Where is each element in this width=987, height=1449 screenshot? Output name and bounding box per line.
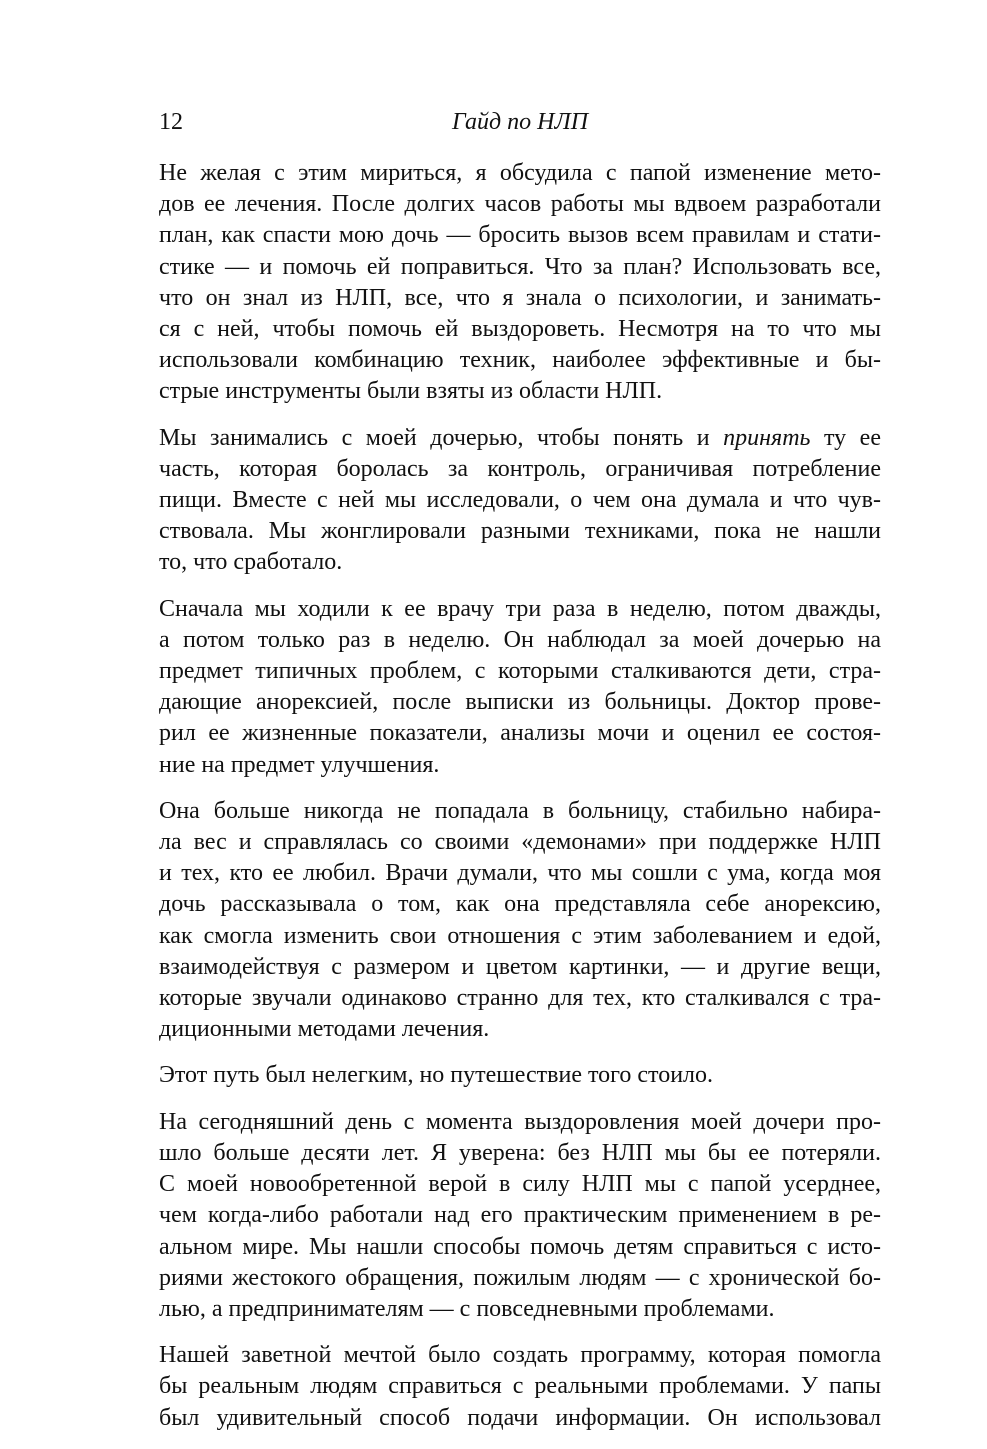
text-line: дов ее лечения. После долгих часов работы мы вдвоем разработали [159,191,881,218]
page-number: 12 [159,109,183,135]
page-header [159,106,881,138]
text-line: рил ее жизненные показатели, анализы мочи и оценил ее состоя- [159,720,881,747]
text-line: риями жестокого обращения, пожилым людям — с хронической бо- [159,1264,881,1291]
text-line: С моей новообретенной верой в силу НЛП мы с папой усерднее, [159,1171,881,1198]
text-line: альном мире. Мы нашли способы помочь детям справиться с исто- [159,1233,881,1260]
text-line: использовали комбинацию техник, наиболее эффективные и бы- [159,347,881,374]
text-line: которые звучали одинаково странно для тех, кто сталкивался с тра- [159,985,881,1012]
text-line: ствовала. Мы жонглировали разными техниками, пока не нашли [159,518,881,545]
text-line: пищи. Вместе с ней мы исследовали, о чем она думала и что чув- [159,487,881,514]
text-line: стрые инструменты были взяты из области НЛП. [159,378,663,405]
text-line: план, как спасти мою дочь — бросить вызов всем правилам и стати- [159,222,881,249]
paragraph-6 [159,1107,881,1325]
text-run: Мы занимались с моей дочерью, чтобы понять и [159,424,724,451]
text-line: то, что сработало. [159,549,343,576]
paragraph-4 [159,796,881,1046]
paragraph-1 [159,158,881,408]
text-line: Она больше никогда не попадала в больницу, стабильно набира- [159,797,881,824]
text-line: предмет типичных проблем, с которыми сталкиваются дети, стра- [159,658,881,685]
paragraph-5 [159,1060,881,1091]
text-line: а потом только раз в неделю. Он наблюдал за моей дочерью на [159,626,881,653]
text-line: стике — и помочь ей поправиться. Что за план? Использовать все, [159,253,881,280]
text-line: Сначала мы ходили к ее врачу три раза в неделю, потом дважды, [159,595,881,622]
text-run: ту ее [810,424,881,451]
text-line: и тех, кто ее любил. Врачи думали, что мы сошли с ума, когда моя [159,860,881,887]
text-line: Не желая с этим мириться, я обсудила с папой изменение мето- [159,160,881,186]
paragraph-7 [159,1340,881,1434]
paragraph-3 [159,594,881,781]
running-title: Гайд по НЛП [451,109,589,135]
text-line: Нашей заветной мечтой было создать программу, которая помогла [159,1342,881,1369]
paragraph-2 [159,423,881,579]
text-line: взаимодействуя с размером и цветом картинки, — и другие вещи, [159,953,881,980]
text-line: дающие анорексией, после выписки из больницы. Доктор прове- [159,689,881,716]
text-line: диционными методами лечения. [159,1016,490,1043]
text-line: как смогла изменить свои отношения с этим заболеванием и едой, [159,922,881,949]
text-line: чем когда-либо работали над его практическим применением в ре- [159,1202,881,1229]
text-line: что он знал из НЛП, все, что я знала о психологии, и занимать- [159,284,881,311]
text-line: На сегодняшний день с момента выздоровления моей дочери про- [159,1108,881,1135]
text-line: часть, которая боролась за контроль, ограничивая потребление [159,455,881,482]
text-line: был удивительный способ подачи информации. Он использовал [159,1404,881,1431]
text-line: шло больше десяти лет. Я уверена: без НЛП мы бы ее потеряли. [159,1139,881,1166]
text-line: ся с ней, чтобы помочь ей выздороветь. Несмотря на то что мы [159,316,881,343]
text-line: бы реальным людям справиться с реальными проблемами. У папы [159,1373,881,1400]
text-line: дочь рассказывала о том, как она представляла себе анорексию, [159,891,881,918]
text-line: лью, а предпринимателям — с повседневными проблемами. [159,1295,775,1322]
emphasized-word: принять [723,424,811,451]
text-line-with-emphasis [159,423,881,454]
text-line: ние на предмет улучшения. [159,751,440,778]
body-text [159,158,881,1449]
text-line: ла вес и справлялась со своими «демонами» при поддержке НЛП [159,829,881,856]
text-line: Этот путь был нелегким, но путешествие того стоило. [159,1062,714,1089]
